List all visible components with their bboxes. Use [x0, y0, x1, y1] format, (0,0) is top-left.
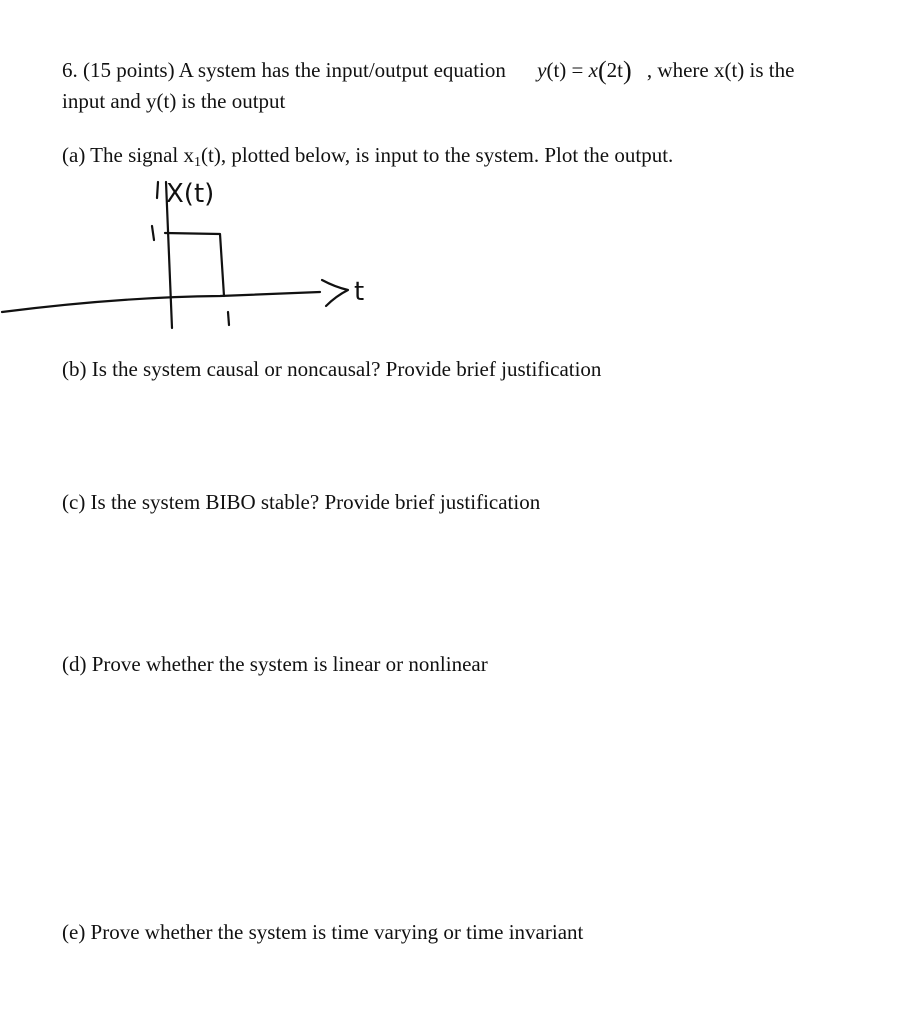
part-a-post: (t), plotted below, is input to the system. Plot the output. [201, 143, 674, 167]
part-e-text: (e) Prove whether the system is time varying or time invariant [62, 920, 584, 944]
sketch-t-tick [228, 312, 229, 325]
problem-where: , where x(t) is the [646, 58, 795, 82]
problem-statement-line2: input and y(t) is the output [62, 89, 286, 113]
input-signal-sketch [0, 160, 923, 340]
part-a-pre: (a) The signal x [62, 143, 194, 167]
equation: y(t) = x(2t) [537, 56, 632, 85]
sketch-t-label: t [354, 277, 365, 307]
sketch-y-axis-top-mark [157, 182, 158, 198]
equation-x: x [588, 58, 598, 82]
sketch-amplitude-tick [152, 226, 154, 240]
problem-statement-line1 [62, 54, 794, 84]
sketch-y-label: X(t) [166, 179, 215, 209]
equation-arg: 2t [606, 58, 623, 82]
sketch-t-axis [2, 292, 320, 312]
equation-y: y [537, 58, 547, 82]
part-a-subscript: 1 [194, 155, 201, 170]
equation-lhs-arg: (t) = [546, 58, 589, 82]
part-d-text: (d) Prove whether the system is linear or nonlinear [62, 652, 488, 676]
problem-intro: 6. (15 points) A system has the input/output equation [62, 58, 506, 82]
sketch-t-arrow [322, 280, 348, 306]
part-b-text: (b) Is the system causal or noncausal? Provide brief justification [62, 357, 602, 381]
part-c-text: (c) Is the system BIBO stable? Provide brief justification [62, 490, 541, 514]
sketch-pulse [165, 233, 224, 296]
